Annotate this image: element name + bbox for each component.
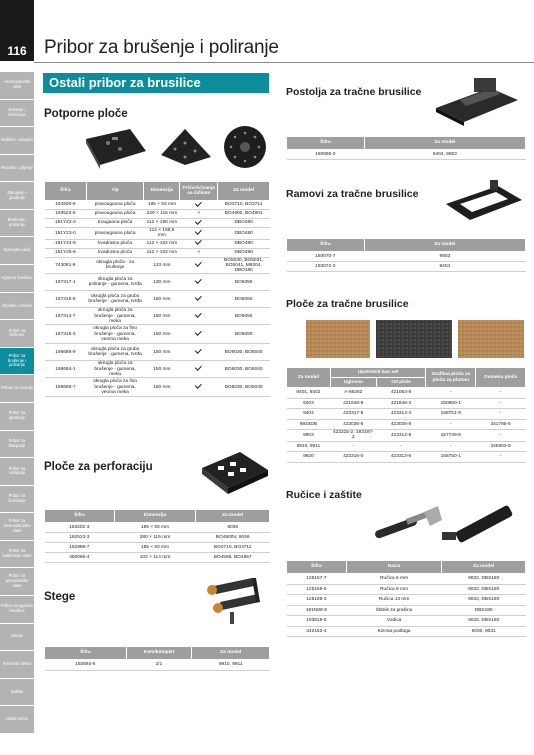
ploce-cell: - (476, 388, 526, 399)
rectangular-pad-image (82, 125, 150, 169)
triangular-pad-image (155, 125, 215, 169)
potporne-cell: DBO480 (218, 219, 270, 228)
potporne-cell: 112 × 158,5 mm (144, 228, 180, 240)
rucice-row (287, 574, 526, 585)
perforacija-header-cell: Za model (196, 510, 270, 523)
potporne-cell: BO5030, BO5031, BO5041, M9204, DBO180 (218, 257, 270, 274)
ramovi-cell: 9404 (364, 262, 525, 272)
potporne-cell: 193523-6 (45, 210, 87, 219)
potporne-row (45, 378, 270, 397)
potporne-row (45, 219, 270, 228)
check-icon (180, 257, 218, 274)
potporne-title: Potporne ploče (44, 108, 128, 120)
potporne-cell: 197316-3 (45, 325, 87, 344)
rucice-header-cell: Šifra (287, 561, 347, 574)
perforacija-cell: BO4900V, 9046 (196, 533, 270, 543)
ploce-cell: 423035-8 (376, 419, 426, 430)
potporne-cell: BO6050 (218, 291, 270, 308)
potporne-cell: 197314-7 (45, 308, 87, 325)
col-od-plute: Od plute (376, 378, 426, 388)
potporne-cell: BO6030, BO6040 (218, 361, 270, 378)
round-pad-image (222, 124, 268, 170)
ploce-cell: - (330, 441, 376, 452)
perforacija-cell: 163202-3 (45, 523, 115, 533)
potporne-cell: 191Y24-8 (45, 239, 87, 248)
potporne-cell: 191Y22-2 (45, 219, 87, 228)
rucice-cell: Ručica 13 mm (346, 595, 442, 606)
rucice-row (287, 584, 526, 595)
ploce-cell: 423313-6 (376, 452, 426, 463)
rucice-row (287, 626, 526, 637)
col-group-set: Upotrebiti kao set (330, 368, 426, 378)
ploce-cell: 158751-9 (426, 409, 476, 420)
ploce-cell: 9920 (287, 452, 331, 463)
ramovi-table (286, 238, 526, 272)
potporne-cell: 150 mm (144, 291, 180, 308)
side-tab[interactable]: Pribor za bušenje (0, 320, 34, 348)
rucice-cell: 342152-4 (287, 626, 347, 637)
ramovi-cell: 193070-7 (287, 252, 365, 262)
perforacija-row (45, 533, 270, 543)
ploce-row (287, 398, 526, 409)
potporne-cell: okrugla ploča za brušenje - gumena, meka (86, 308, 144, 325)
potporne-cell: BO6050 (218, 274, 270, 291)
postolja-header-cell: Za model (364, 137, 525, 150)
side-tab[interactable]: Rezervni delovi (0, 651, 34, 679)
rucice-cell: Štitnik za prašinu (346, 605, 442, 616)
rucice-table (286, 560, 526, 637)
potporne-cell: trougaona ploča (86, 219, 144, 228)
potporne-cell: 150 mm (144, 361, 180, 378)
perforacija-cell: 450066-4 (45, 553, 115, 563)
potporne-cell: okrugla ploča za brušenje - gumena, meka (86, 361, 144, 378)
potporne-row (45, 274, 270, 291)
rucice-cell: 191N88-8 (287, 605, 347, 616)
potporne-cell: BO6050 (218, 325, 270, 344)
potporne-row (45, 228, 270, 240)
rucice-cell: 9032, DBS180 (442, 574, 526, 585)
potporne-cell: pravougaona ploča (86, 210, 144, 219)
ploce-cell: 423314-4 (376, 409, 426, 420)
potporne-row (45, 239, 270, 248)
potporne-cell: DBO480 (218, 248, 270, 257)
ploce-cell: 9403 (287, 398, 331, 409)
ploce-row (287, 409, 526, 420)
ploce-cell: A-86262 (330, 388, 376, 399)
stege-header-cell: Šifra (45, 647, 127, 660)
ploce-cell: 9401, 9402 (287, 388, 331, 399)
potporne-cell: okrugla ploča - za brušenje (86, 257, 144, 274)
postolja-table (286, 136, 526, 160)
ramovi-row (287, 262, 526, 272)
ploce-cell: 9924DB (287, 419, 331, 430)
ploce-cell: - (376, 441, 426, 452)
rucice-cell: 9032, DBS180 (442, 616, 526, 627)
perforacija-cell: 185 × 93 mm (114, 543, 196, 553)
potporne-cell: 112 × 102 mm (144, 248, 180, 257)
potporne-cell: BO6050 (218, 308, 270, 325)
side-tab[interactable]: Akumulatorski alati (0, 72, 34, 100)
ramovi-cell: 9903 (364, 252, 525, 262)
side-tab-strip (0, 72, 34, 734)
ploce-tracne-title: Ploče za tračne brusilice (286, 298, 409, 310)
col-uglovna: Uglovna (330, 378, 376, 388)
side-tab[interactable]: Pribor za ugaone brusilice (0, 596, 34, 624)
rucice-cell: DBS180 (442, 605, 526, 616)
stege-header-cell: Za model (192, 647, 270, 660)
perforation-plate-image (198, 448, 272, 496)
potporne-cell: DBO480 (218, 239, 270, 248)
postolja-header-cell: Šifra (287, 137, 365, 150)
potporne-cell: 112 × 102 mm (144, 239, 180, 248)
potporne-row (45, 308, 270, 325)
ploce-cell: 423317-8 (330, 409, 376, 420)
potporne-header-cell: Šifra (45, 182, 87, 201)
header-bar (0, 0, 34, 40)
ploce-row (287, 419, 526, 430)
potporne-cell: 197315-5 (45, 291, 87, 308)
side-tab[interactable]: Pribor za pneumatske alate (0, 568, 34, 596)
postolja-row (287, 150, 526, 160)
stege-cell: 9910, 9911 (192, 660, 270, 671)
rucice-cell: Ručica 9 mm (346, 584, 442, 595)
ploce-cell: 421053-8 (376, 388, 426, 399)
potporne-row (45, 361, 270, 378)
ramovi-header-cell: Šifra (287, 239, 365, 252)
check-icon (180, 378, 218, 397)
potporne-row (45, 210, 270, 219)
postolja-cell: 150055-3 (287, 150, 365, 160)
potporne-cell: 112 × 190 mm (144, 219, 180, 228)
check-icon (180, 219, 218, 228)
potporne-cell: kvadratna ploča (86, 239, 144, 248)
perforacija-cell: 102 × 114 mm (114, 553, 196, 563)
side-tab[interactable]: Rezanje i piljenje (0, 155, 34, 183)
stege-row (45, 660, 270, 671)
potporne-row (45, 248, 270, 257)
page-title: Pribor za brušenje i poliranje (44, 37, 279, 58)
potporne-row (45, 325, 270, 344)
perforacija-cell: 9036 (196, 523, 270, 533)
ploce-cell: 423315-2, 193197-3 (330, 430, 376, 442)
check-icon (180, 308, 218, 325)
side-tab[interactable]: Glodala i noževi (0, 293, 34, 321)
rucice-cell: Kiznsa podloga (346, 626, 442, 637)
side-tab[interactable]: Bušilice i odvijači (0, 127, 34, 155)
perforacija-cell: BO4555, BO4557 (196, 553, 270, 563)
ploce-cell: 9910, 9911 (287, 441, 331, 452)
ploce-row (287, 452, 526, 463)
perforacija-table (44, 509, 270, 563)
side-tab[interactable]: Specijalni alati (0, 237, 34, 265)
perforacija-row (45, 523, 270, 533)
title-rule (34, 62, 534, 63)
ploce-cell: 9903 (287, 430, 331, 442)
potporne-cell: BO3710, BO3711 (218, 201, 270, 210)
potporne-cell: okrugla ploča za fino brušenje - gumena, veoma meka (86, 378, 144, 397)
potporne-cell: kvadratna ploča (86, 248, 144, 257)
ploce-row (287, 430, 526, 442)
potporne-cell: BO6030, BO6040 (218, 378, 270, 397)
potporne-cell: 194930-6 (45, 201, 87, 210)
stege-table (44, 646, 270, 671)
potporne-cell: 197317-1 (45, 274, 87, 291)
rucice-row (287, 616, 526, 627)
potporne-cell: pravougaona ploča (86, 228, 144, 240)
side-tab[interactable]: Pribor za čekićanje (0, 486, 34, 514)
col-za-model: Za model (287, 368, 331, 388)
potporne-cell: 150 mm (144, 344, 180, 361)
ploce-cell: 421648-9 (330, 398, 376, 409)
perforacija-header-cell: Dimenzija (114, 510, 196, 523)
ramovi-cell: 193072-3 (287, 262, 365, 272)
side-tab[interactable]: Pribor za baštenske alate (0, 541, 34, 569)
page-number: 116 (0, 40, 34, 61)
postolja-cell: 9404, 9903 (364, 150, 525, 160)
potporne-cell: 196684-1 (45, 361, 87, 378)
ploce-cell: - (426, 419, 476, 430)
side-tab[interactable]: Bušenje i čekićanje (0, 100, 34, 128)
ploce-row (287, 388, 526, 399)
potporne-cell: 150 mm (144, 325, 180, 344)
rucice-header-cell: Za model (442, 561, 526, 574)
potporne-cell: okrugla ploča za fino brušenje - gumena, veoma meka (86, 325, 144, 344)
potporne-cell: pravougaona ploča (86, 201, 144, 210)
ploce-cell: 157749-6 (426, 430, 476, 442)
col-gumena: Gumena ploča (476, 368, 526, 388)
potporne-cell: 196685-9 (45, 344, 87, 361)
potporne-cell: 191Y25-6 (45, 248, 87, 257)
potporne-table (44, 181, 270, 397)
section-banner: Ostali pribor za brusilice (43, 73, 269, 93)
perforacija-title: Ploče za perforaciju (44, 461, 153, 473)
check-icon (180, 291, 218, 308)
ploce-cell: - (476, 409, 526, 420)
potporne-cell: BO4900, BO4901 (218, 210, 270, 219)
stege-header-cell: Kom/komplet (126, 647, 192, 660)
ploce-cell: 423316-0 (330, 452, 376, 463)
stege-cell: 2/1 (126, 660, 192, 671)
rucice-cell: 9030, 9031 (442, 626, 526, 637)
ramovi-title: Ramovi za tračne brusilice (286, 188, 419, 200)
potporne-cell: 150 mm (144, 378, 180, 397)
potporne-cell: okrugla ploča za grubo brušenje - gumena, tvrđa (86, 344, 144, 361)
side-tab[interactable]: Ugaone brusilice (0, 265, 34, 293)
side-tab[interactable]: Ostalo (0, 624, 34, 652)
perforacija-header-cell: Šifra (45, 510, 115, 523)
postolja-title: Postolja za tračne brusilice (286, 86, 422, 98)
side-tab[interactable]: Pribor za rezanje (0, 375, 34, 403)
potporne-row (45, 344, 270, 361)
check-icon (180, 201, 218, 210)
ploce-cell: 345503-9 (476, 441, 526, 452)
ploce-tracne-table (286, 367, 526, 463)
rucice-row (287, 605, 526, 616)
potporne-cell: DBO480 (218, 228, 270, 240)
rucice-cell: 125157-7 (287, 574, 347, 585)
side-tab[interactable]: Ostali pribor (0, 706, 34, 734)
potporne-cell: BO6030, BO6040 (218, 344, 270, 361)
ploce-cell: - (426, 441, 476, 452)
side-tab[interactable]: Pribor za blanjanje (0, 431, 34, 459)
clamp-image (202, 572, 272, 630)
ploce-cell: - (476, 430, 526, 442)
perforacija-row (45, 543, 270, 553)
potporne-cell: 130 mm (144, 274, 180, 291)
rucice-cell: Vodica (346, 616, 442, 627)
rucice-header-cell: Naziv (346, 561, 442, 574)
potporne-header-cell: Dimenzija (144, 182, 180, 201)
perforacija-cell: 162523-3 (45, 533, 115, 543)
side-tab[interactable]: Zaštita (0, 679, 34, 707)
ploce-cell: 421646-3 (376, 398, 426, 409)
rucice-cell: 125159-3 (287, 595, 347, 606)
ploce-cell: - (476, 398, 526, 409)
potporne-cell: okrugla ploča za grubo brušenje - gumena, tvrđa (86, 291, 144, 308)
side-tab[interactable]: Brušenje i poliranje (0, 210, 34, 238)
check-icon (180, 274, 218, 291)
stege-title: Stege (44, 591, 76, 603)
rucice-cell: 9032, DBS180 (442, 595, 526, 606)
side-tab[interactable]: Blanjanje i glodanje (0, 182, 34, 210)
rucice-cell: Ručica 6 mm (346, 574, 442, 585)
potporne-cell: 196686-7 (45, 378, 87, 397)
side-tab[interactable]: Pribor za odvijanje (0, 458, 34, 486)
check-icon (180, 344, 218, 361)
perforacija-cell: 152989-7 (45, 543, 115, 553)
perforacija-cell: BO3710, BO3711 (196, 543, 270, 553)
potporne-cell: 150 mm (144, 308, 180, 325)
sander-plates-image (286, 318, 526, 360)
potporne-cell: okrugla ploča za poliranje - gumena, tvrđa (86, 274, 144, 291)
rucice-cell: 9032, DBS180 (442, 584, 526, 595)
potporne-header-cell: Pričvršćivanje sa čičkom (180, 182, 218, 201)
ploce-cell: 150980-1 (426, 398, 476, 409)
ploce-cell: 9404 (287, 409, 331, 420)
side-tab[interactable]: Pribor za akumulatorske alate (0, 513, 34, 541)
rucice-row (287, 595, 526, 606)
rucice-cell: 193818-5 (287, 616, 347, 627)
potporne-row (45, 291, 270, 308)
potporne-row (45, 257, 270, 274)
potporne-header-cell: Za model (218, 182, 270, 201)
ramovi-header-cell: Za model (364, 239, 525, 252)
handles-guards-image (368, 498, 528, 550)
ploce-cell: 158750-1 (426, 452, 476, 463)
rucice-title: Ručice i zaštite (286, 489, 362, 501)
potporne-cell: 191Y23-0 (45, 228, 87, 240)
check-icon (180, 239, 218, 248)
potporne-cell: 123 mm (144, 257, 180, 274)
perforacija-cell: 185 × 93 mm (114, 523, 196, 533)
no-check-cell: × (180, 248, 218, 257)
sander-stand-image (430, 74, 524, 128)
potporne-cell: 185 × 93 mm (144, 201, 180, 210)
ploce-cell: - (426, 388, 476, 399)
rucice-cell: 125158-5 (287, 584, 347, 595)
ploce-row (287, 441, 526, 452)
potporne-header-cell: Tip (86, 182, 144, 201)
perforacija-row (45, 553, 270, 563)
ploce-cell: - (476, 452, 526, 463)
ramovi-row (287, 252, 526, 262)
check-icon (180, 361, 218, 378)
stege-cell: 192684-6 (45, 660, 127, 671)
check-icon (180, 325, 218, 344)
ploce-cell: 423312-8 (376, 430, 426, 442)
no-check-cell: × (180, 210, 218, 219)
ploce-cell: 341795-6 (476, 419, 526, 430)
potporne-cell: 743081-8 (45, 257, 87, 274)
potporne-row (45, 201, 270, 210)
ploce-cell: 423036-6 (330, 419, 376, 430)
col-grafitna: Grafitna ploča za ploču za plutom (426, 368, 476, 388)
potporne-cell: 229 × 115 mm (144, 210, 180, 219)
side-tab[interactable]: Pribor za glodanje (0, 403, 34, 431)
sander-frame-image (442, 178, 524, 228)
side-tab[interactable]: Pribor za brušenje i poliranje (0, 348, 34, 376)
perforacija-cell: 280 × 115 mm (114, 533, 196, 543)
